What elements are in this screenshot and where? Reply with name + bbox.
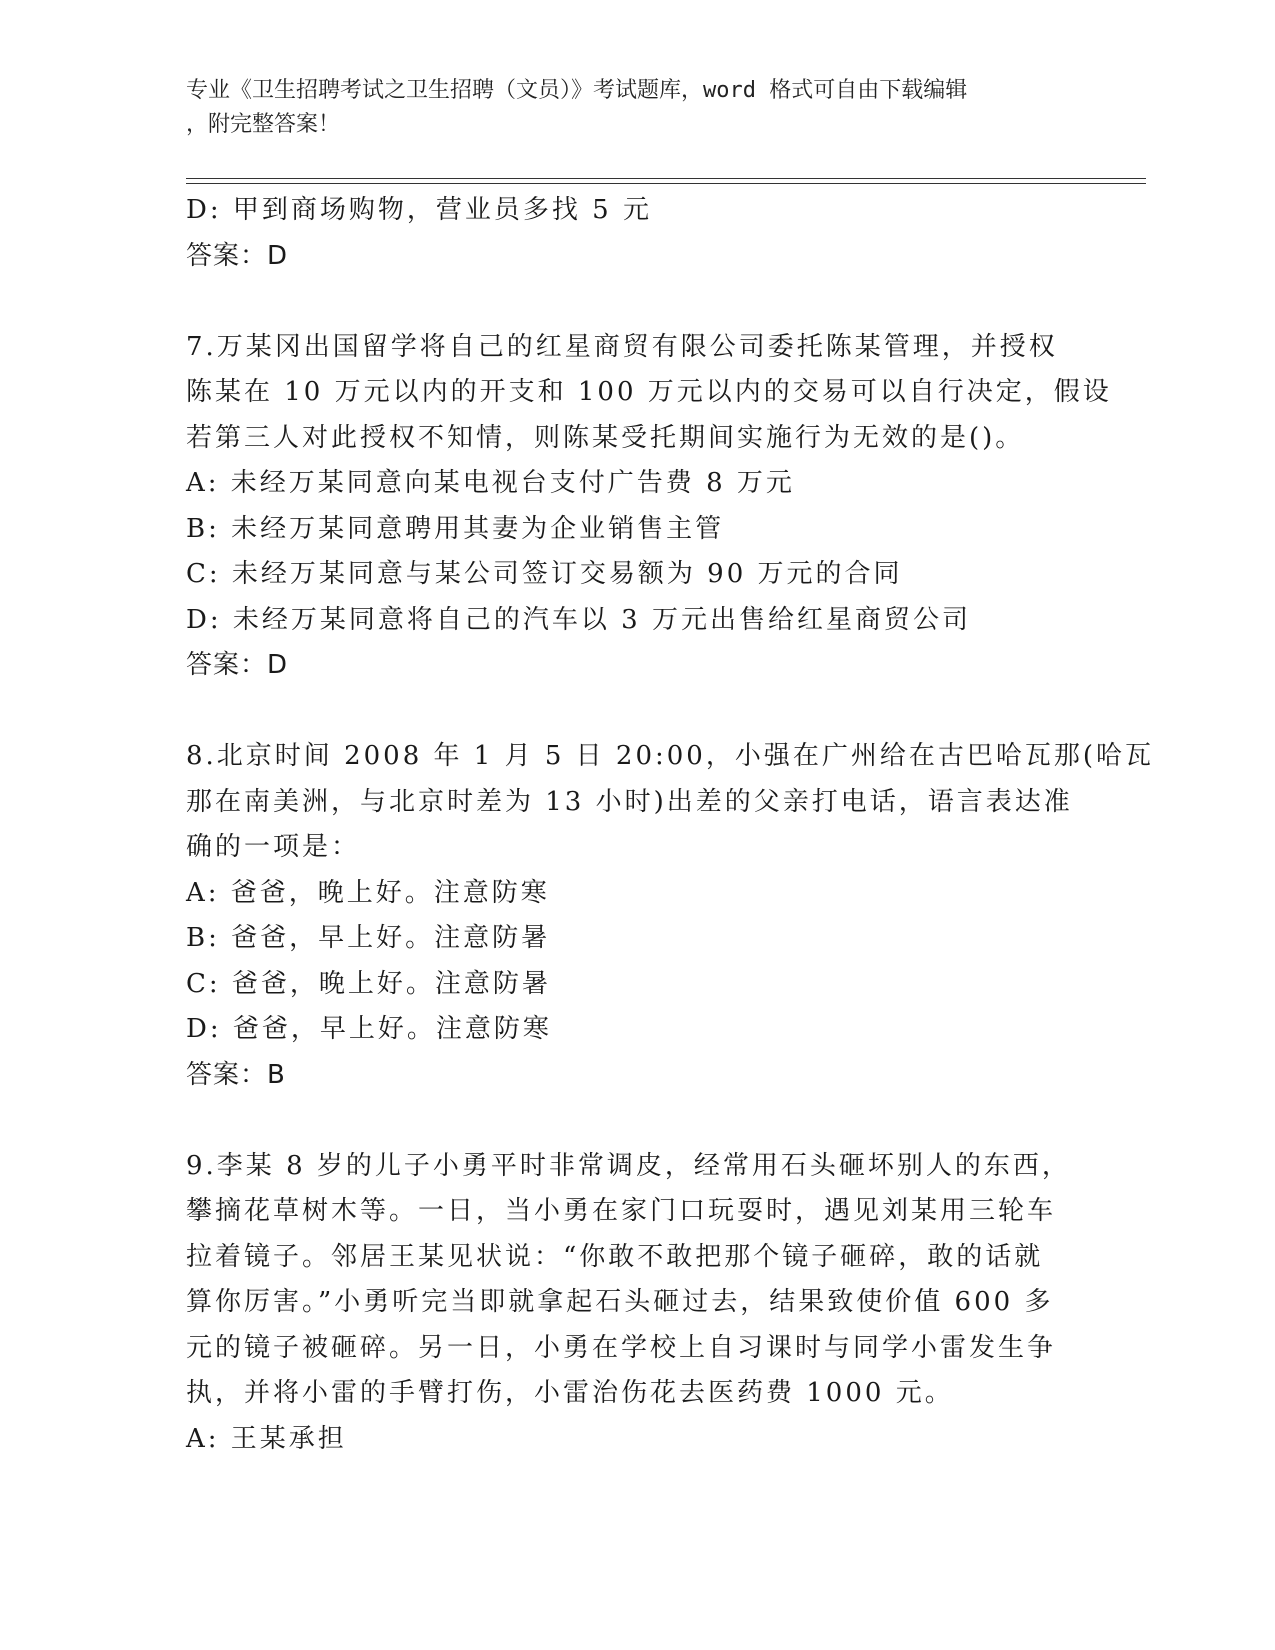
question-text-line: 攀摘花草树木等。一日，当小勇在家门口玩耍时，遇见刘某用三轮车	[186, 1196, 1057, 1226]
option-a: A: 未经万某同意向某电视台支付广告费 8 万元	[186, 468, 795, 498]
document-body	[186, 188, 1154, 1462]
option-b: B: 爸爸，早上好。注意防暑	[186, 923, 551, 953]
option-a: A: 爸爸，晚上好。注意防寒	[186, 877, 550, 908]
spacer	[186, 1098, 1086, 1144]
spacer	[186, 689, 1086, 735]
question-text-line: 8.北京时间 2008 年 1 月 5 日 20:00，小强在广州给在古巴哈瓦那(哈瓦	[186, 741, 1154, 771]
question-text-line: 执，并将小雷的手臂打伤，小雷治伤花去医药费 1000 元。	[186, 1378, 954, 1408]
option-c: C: 爸爸，晚上好。注意防暑	[186, 968, 551, 999]
question-text-line: 陈某在 10 万元以内的开支和 100 万元以内的交易可以自行决定，假设	[186, 377, 1112, 407]
question-text-line: 算你厉害。”小勇听完当即就拿起石头砸过去，结果致使价值 600 多	[186, 1287, 1054, 1317]
option-d: D: 未经万某同意将自己的汽车以 3 万元出售给红星商贸公司	[186, 604, 971, 635]
page-header	[186, 74, 1086, 142]
header-divider-bottom	[186, 183, 1146, 184]
question-text-line: 元的镜子被砸碎。另一日，小勇在学校上自习课时与同学小雷发生争	[186, 1332, 1057, 1363]
answer: 答案：B	[186, 1059, 286, 1090]
question-text-line: 确的一项是：	[186, 832, 361, 862]
answer: 答案：D	[186, 650, 289, 680]
question-6-tail	[186, 188, 1086, 279]
option-d: D: 爸爸，早上好。注意防寒	[186, 1014, 552, 1044]
question-text-line: 若第三人对此授权不知情，则陈某受托期间实施行为无效的是()。	[186, 422, 1025, 453]
option-d: D: 甲到商场购物，营业员多找 5 元	[186, 195, 652, 225]
question-9	[186, 1144, 1086, 1463]
option-b: B: 未经万某同意聘用其妻为企业销售主管	[186, 513, 725, 544]
question-7	[186, 325, 1112, 689]
question-text-line: 9.李某 8 岁的儿子小勇平时非常调皮，经常用石头砸坏别人的东西，	[186, 1150, 1071, 1181]
question-text-line: 那在南美洲，与北京时差为 13 小时)出差的父亲打电话，语言表达准	[186, 786, 1073, 817]
question-8	[186, 734, 1154, 1098]
question-text-line: 拉着镜子。邻居王某见状说：“你敢不敢把那个镜子砸碎，敢的话就	[186, 1241, 1044, 1272]
option-a: A: 王某承担	[186, 1423, 347, 1454]
header-line-1: 专业《卫生招聘考试之卫生招聘（文员）》考试题库，word 格式可自由下载编辑	[186, 78, 968, 103]
option-c: C: 未经万某同意与某公司签订交易额为 90 万元的合同	[186, 559, 903, 589]
question-text-line: 7.万某冈出国留学将自己的红星商贸有限公司委托陈某管理，并授权	[186, 331, 1058, 362]
spacer	[186, 279, 1086, 325]
header-line-2: ，附完整答案！	[186, 112, 341, 137]
header-divider-top	[186, 178, 1146, 179]
answer: 答案：D	[186, 240, 289, 271]
